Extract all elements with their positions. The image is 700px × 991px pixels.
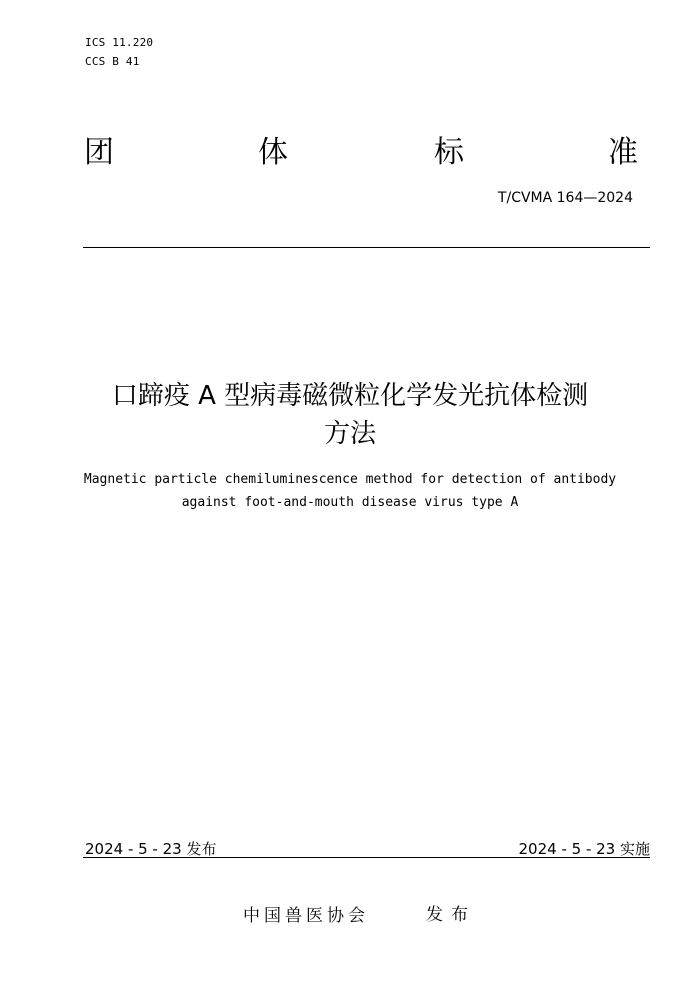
issue-label: 发布 [426, 905, 476, 925]
title-chinese: 口蹄疫 A 型病毒磁微粒化学发光抗体检测 方法 [111, 381, 589, 449]
implement-date: 2024 - 5 - 23 实施 [518, 840, 650, 858]
top-divider [83, 247, 650, 248]
issuer-name: 中国兽医协会 [243, 906, 369, 926]
standard-type-char: 标 [434, 135, 464, 170]
ics-code: ICS 11.220 [85, 36, 154, 49]
publish-date: 2024 - 5 - 23 发布 [85, 840, 217, 858]
standard-type-char: 体 [258, 135, 288, 170]
standard-type-char: 准 [608, 135, 638, 170]
bottom-divider [83, 857, 650, 858]
title-english: Magnetic particle chemiluminescence method for detection of antibody against foot-and-mouth disease virus type A [83, 472, 617, 510]
standard-type-char: 团 [84, 135, 114, 170]
standard-number: T/CVMA 164—2024 [497, 190, 633, 206]
ccs-code: CCS B 41 [85, 55, 140, 68]
